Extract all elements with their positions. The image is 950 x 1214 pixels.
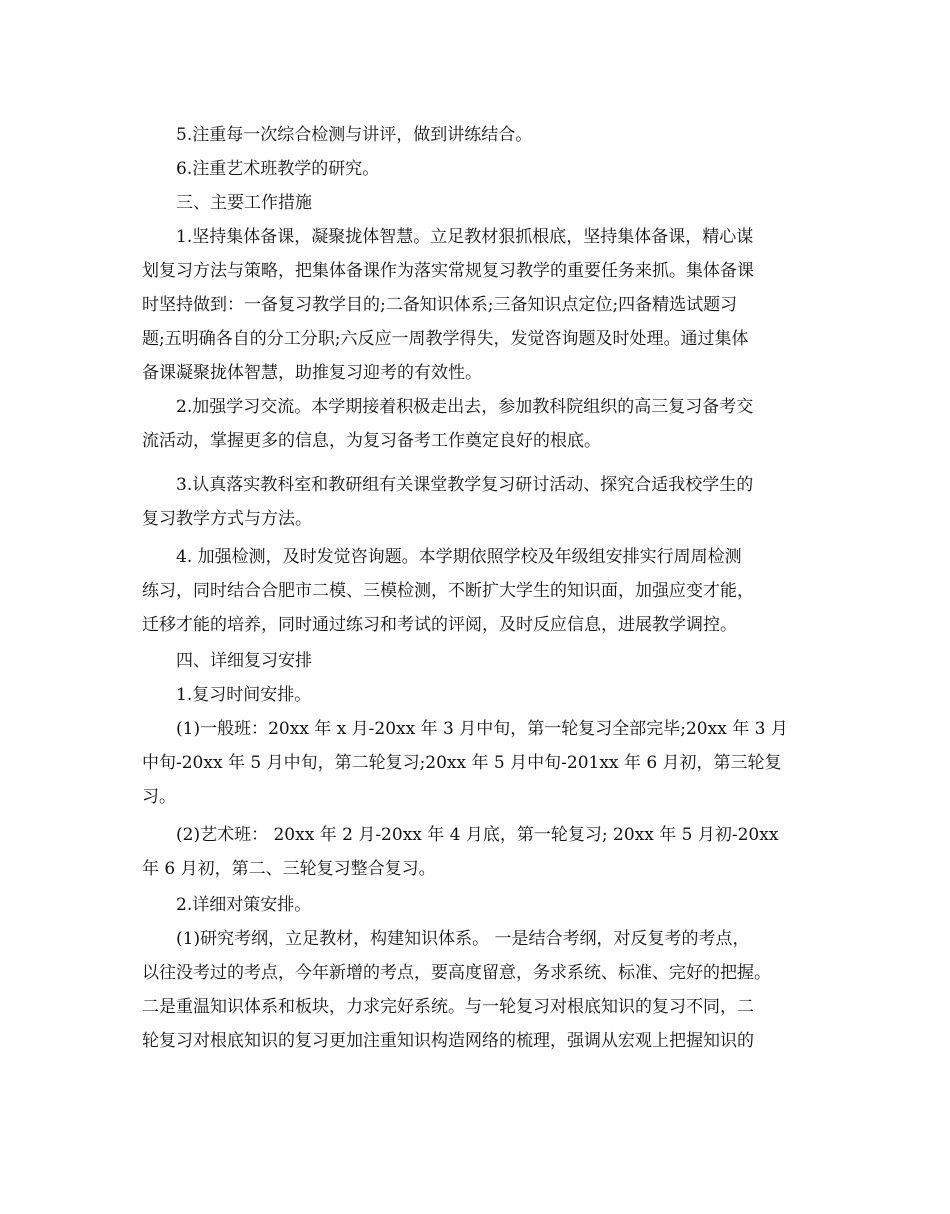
text-line: 备课凝聚拢体智慧，助推复习迎考的有效性。 (142, 363, 482, 383)
text-line: 2.加强学习交流。本学期接着积极走出去，参加教科院组织的高三复习备考交 (176, 397, 754, 417)
text-line: 迁移才能的培养，同时通过练习和考试的评阅，及时反应信息，进展教学调控。 (142, 615, 737, 635)
text-line: 时坚持做到：一备复习教学目的;二备知识体系;三备知识点定位;四备精选试题习 (142, 295, 738, 315)
section-heading: 三、主要工作措施 (176, 193, 312, 213)
text-line: 1.坚持集体备课，凝聚拢体智慧。立足教材狠抓根底，坚持集体备课，精心谋 (176, 227, 754, 247)
text-line: (1)研究考纲，立足教材，构建知识体系。 一是结合考纲，对反复考的考点， (176, 929, 750, 949)
text-line: 6.注重艺术班教学的研究。 (176, 159, 380, 179)
text-line: 二是重温知识体系和板块，力求完好系统。与一轮复习对根底知识的复习不同，二 (142, 997, 754, 1017)
text-line: 4. 加强检测，及时发觉咨询题。本学期依照学校及年级组安排实行周周检测 (176, 547, 742, 567)
text-line: 以往没考过的考点，今年新增的考点，要高度留意，务求系统、标准、完好的把握。 (142, 963, 771, 983)
text-line: 轮复习对根底知识的复习更加注重知识构造网络的梳理，强调从宏观上把握知识的 (142, 1031, 754, 1051)
text-line: 复习教学方式与方法。 (142, 509, 312, 529)
text-line: 3.认真落实教科室和教研组有关课堂教学复习研讨活动、探究合适我校学生的 (176, 475, 754, 495)
text-line: 5.注重每一次综合检测与讲评，做到讲练结合。 (176, 125, 533, 145)
text-line: 年 6 月初，第二、三轮复习整合复习。 (142, 859, 436, 879)
text-line: (1)一般班：20xx 年 x 月-20xx 年 3 月中旬，第一轮复习全部完毕;20xx 年 3 月 (176, 719, 788, 739)
text-line: 练习，同时结合合肥市二模、三模检测，不断扩大学生的知识面，加强应变才能， (142, 581, 754, 601)
text-line: 习。 (142, 787, 176, 807)
text-line: 2.详细对策安排。 (176, 895, 312, 915)
text-line: 划复习方法与策略，把集体备课作为落实常规复习教学的重要任务来抓。集体备课 (142, 261, 754, 281)
text-line: 流活动，掌握更多的信息，为复习备考工作奠定良好的根底。 (142, 431, 601, 451)
text-line: 题;五明确各自的分工分职;六反应一周教学得失，发觉咨询题及时处理。通过集体 (142, 329, 749, 349)
text-line: 1.复习时间安排。 (176, 685, 312, 705)
text-line: (2)艺术班： 20xx 年 2 月-20xx 年 4 月底，第一轮复习; 20xx 年 5 月初-20xx (176, 825, 779, 845)
section-heading: 四、详细复习安排 (176, 651, 312, 671)
text-line: 中旬-20xx 年 5 月中旬，第二轮复习;20xx 年 5 月中旬-201xx 年 6 月初，第三轮复 (142, 753, 782, 773)
